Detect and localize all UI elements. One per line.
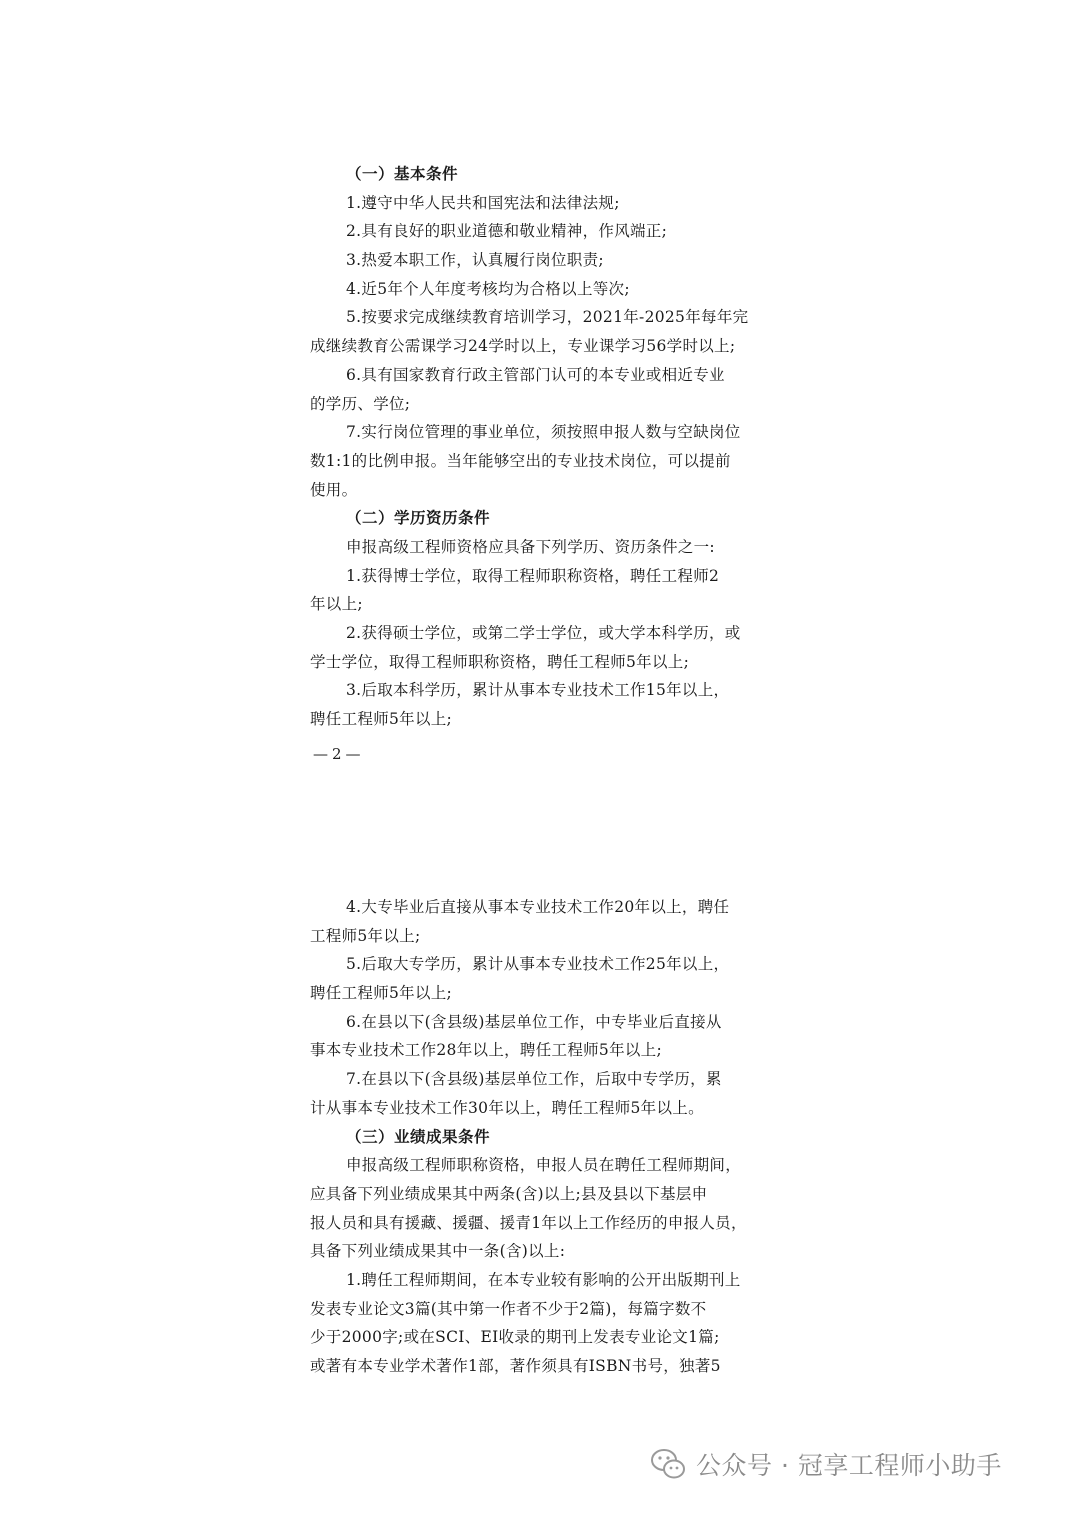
paragraph: [310, 1266, 770, 1381]
paragraph: [310, 1151, 770, 1266]
paragraph: [310, 189, 770, 218]
text-line: 7.在县以下(含县级)基层单位工作，后取中专学历，累: [346, 1070, 722, 1089]
text-line: 聘任工程师5年以上;: [310, 984, 453, 1003]
paragraph: [310, 893, 770, 950]
text-line: 2.获得硕士学位，或第二学士学位，或大学本科学历，或: [346, 624, 741, 642]
text-line: 5.按要求完成继续教育培训学习，2021年-2025年每年完: [346, 308, 749, 327]
text-line: 学士学位，取得工程师职称资格，聘任工程师5年以上;: [310, 652, 690, 671]
text-line: 4.近5年个人年度考核均为合格以上等次;: [346, 279, 630, 298]
watermark-text: 公众号 · 冠享工程师小助手: [696, 1451, 1002, 1480]
paragraph: [310, 1008, 770, 1065]
paragraph: [310, 619, 770, 676]
text-line: 5.后取大专学历，累计从事本专业技术工作25年以上，: [346, 955, 730, 974]
paragraph: [310, 533, 770, 562]
paragraph: [310, 562, 770, 619]
section-heading: （三）业绩成果条件: [346, 1126, 491, 1146]
text-line: 2.具有良好的职业道德和敬业精神，作风端正;: [346, 222, 668, 241]
watermark: [650, 1444, 1002, 1484]
section-heading: （二）学历资历条件: [346, 508, 491, 528]
text-line: 1.获得博士学位，取得工程师职称资格，聘任工程师2: [346, 566, 720, 585]
text-line: 聘任工程师5年以上;: [310, 710, 453, 729]
paragraph: [310, 303, 770, 360]
text-line: 报人员和具有援藏、援疆、援青1年以上工作经历的申报人员，: [310, 1213, 747, 1232]
wechat-icon: [650, 1448, 686, 1480]
text-line: 6.具有国家教育行政主管部门认可的本专业或相近专业: [346, 365, 725, 384]
text-line: 数1:1的比例申报。当年能够空出的专业技术岗位，可以提前: [310, 451, 731, 470]
paragraph: [310, 275, 770, 304]
text-line: 1.聘任工程师期间，在本专业较有影响的公开出版期刊上: [346, 1270, 741, 1289]
text-line: 申报高级工程师资格应具备下列学历、资历条件之一:: [346, 537, 715, 556]
paragraph: [310, 217, 770, 246]
paragraph: [310, 361, 770, 418]
section-heading: （一）基本条件: [346, 164, 459, 183]
text-line: 申报高级工程师职称资格，申报人员在聘任工程师期间，: [346, 1156, 742, 1175]
paragraph: [310, 1065, 770, 1122]
text-line: 或著有本专业学术著作1部，著作须具有ISBN书号，独著5: [310, 1357, 721, 1375]
text-line: 具备下列业绩成果其中一条(含)以上:: [310, 1242, 566, 1261]
text-line: 3.热爱本职工作，认真履行岗位职责;: [346, 251, 604, 270]
text-line: 事本专业技术工作28年以上，聘任工程师5年以上;: [310, 1041, 663, 1060]
page-2-content: [310, 893, 770, 1381]
text-line: 的学历、学位;: [310, 394, 411, 413]
paragraph: [310, 418, 770, 504]
paragraph: [310, 676, 770, 733]
text-line: 年以上;: [310, 595, 363, 614]
text-line: 7.实行岗位管理的事业单位，须按照申报人数与空缺岗位: [346, 423, 741, 442]
text-line: 4.大专毕业后直接从事本专业技术工作20年以上，聘任: [346, 898, 730, 916]
text-line: 6.在县以下(含县级)基层单位工作，中专毕业后直接从: [346, 1012, 722, 1031]
page-number: —2—: [313, 745, 365, 763]
paragraph: [310, 246, 770, 275]
text-line: 应具备下列业绩成果其中两条(含)以上;县及县以下基层申: [310, 1184, 708, 1203]
text-line: 成继续教育公需课学习24学时以上，专业课学习56学时以上;: [310, 337, 736, 356]
paragraph: [310, 950, 770, 1007]
text-line: 计从事本专业技术工作30年以上，聘任工程师5年以上。: [310, 1098, 704, 1117]
text-line: 工程师5年以上;: [310, 926, 421, 945]
text-line: 3.后取本科学历，累计从事本专业技术工作15年以上，: [346, 681, 730, 700]
text-line: 1.遵守中华人民共和国宪法和法律法规;: [346, 193, 620, 212]
text-line: 少于2000字;或在SCI、EI收录的期刊上发表专业论文1篇;: [310, 1328, 720, 1347]
page-1-content: [310, 160, 770, 734]
text-line: 发表专业论文3篇(其中第一作者不少于2篇)，每篇字数不: [310, 1299, 707, 1318]
text-line: 使用。: [310, 480, 358, 499]
